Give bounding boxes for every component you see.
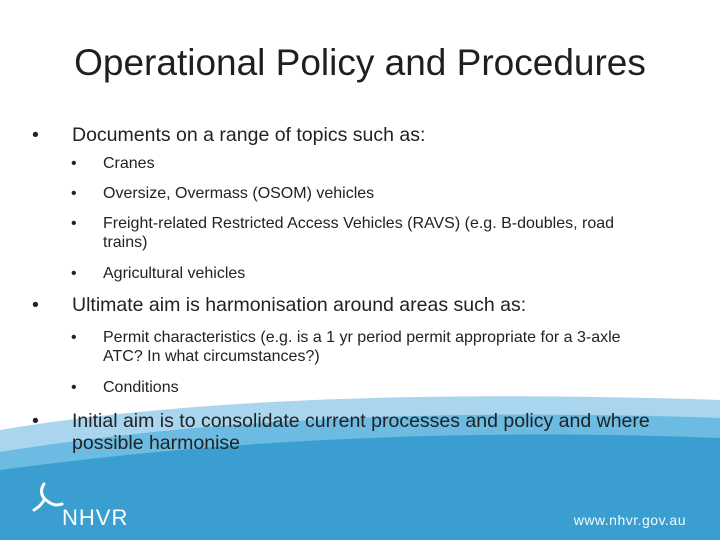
bullet-documents (32, 124, 426, 146)
bullet-dot: • (71, 215, 77, 232)
nhvr-logo-text: NHVR (62, 505, 129, 530)
sub-bullet-agricultural (71, 264, 246, 283)
sub-bullet-text-line2: trains) (103, 234, 148, 251)
sub-bullet-text: Oversize, Overmass (OSOM) vehicles (103, 185, 375, 202)
bullet-dot: • (71, 155, 77, 172)
sub-bullet-permit (71, 328, 621, 366)
bullet-dot: • (32, 294, 39, 316)
bullet-text: Ultimate aim is harmonisation around areas such as: (72, 294, 527, 316)
sub-bullet-text: Conditions (103, 379, 179, 396)
bullet-initial-aim (32, 410, 650, 454)
sub-bullet-text: Agricultural vehicles (103, 265, 246, 282)
sub-bullet-osom (71, 184, 375, 203)
sub-bullet-ravs (71, 214, 615, 252)
website-url: www.nhvr.gov.au (573, 512, 686, 528)
bullet-text-line2: possible harmonise (72, 432, 241, 454)
bullet-dot: • (32, 124, 39, 146)
bullet-dot: • (71, 185, 77, 202)
sub-bullet-text-line2: ATC? In what circumstances?) (103, 348, 320, 365)
sub-bullet-cranes (71, 154, 155, 173)
slide-title: Operational Policy and Procedures (74, 42, 646, 83)
nhvr-logo-mark-icon (30, 480, 64, 520)
sub-bullet-conditions (71, 378, 179, 397)
bullet-dot: • (32, 410, 39, 432)
bullet-dot: • (71, 379, 77, 396)
sub-bullet-text: Cranes (103, 155, 155, 172)
bullet-text: Documents on a range of topics such as: (72, 124, 426, 146)
bullet-dot: • (71, 329, 77, 346)
bullet-ultimate-aim (32, 294, 527, 316)
sub-bullet-text-line1: Permit characteristics (e.g. is a 1 yr period permit appropriate for a 3-axle (103, 329, 621, 346)
bullet-text-line1: Initial aim is to consolidate current processes and policy and where (72, 410, 650, 432)
bullet-dot: • (71, 265, 77, 282)
sub-bullet-text-line1: Freight-related Restricted Access Vehicles (RAVS) (e.g. B-doubles, road (103, 215, 615, 232)
